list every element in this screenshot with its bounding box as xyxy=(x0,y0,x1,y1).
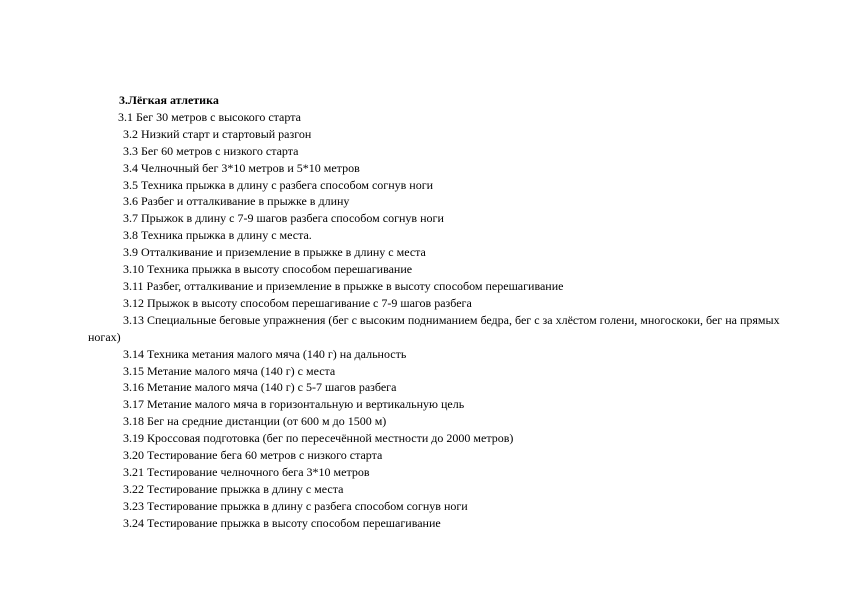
list-item: 3.7 Прыжок в длину с 7-9 шагов разбега способом согнув ноги xyxy=(123,211,444,226)
list-item: 3.14 Техника метания малого мяча (140 г) на дальность xyxy=(123,346,407,361)
document-content xyxy=(88,92,808,532)
list-item: 3.10 Техника прыжка в высоту способом перешагивание xyxy=(123,262,413,277)
list-item: 3.6 Разбег и отталкивание в прыжке в длину xyxy=(123,194,350,209)
list-item: 3.12 Прыжок в высоту способом перешагивание с 7-9 шагов разбега xyxy=(123,295,472,310)
list-item: 3.1 Бег 30 метров с высокого старта xyxy=(118,109,301,124)
list-item: 3.19 Кроссовая подготовка (бег по пересечённой местности до 2000 метров) xyxy=(123,431,514,446)
list-item: 3.2 Низкий старт и стартовый разгон xyxy=(123,126,312,141)
list-item: 3.11 Разбег, отталкивание и приземление в прыжке в высоту способом перешагивание xyxy=(123,278,564,293)
list-item: 3.23 Тестирование прыжка в длину с разбега способом согнув ноги xyxy=(123,498,468,513)
list-item: 3.16 Метание малого мяча (140 г) с 5-7 шагов разбега xyxy=(123,380,397,395)
list-item: 3.5 Техника прыжка в длину с разбега способом согнув ноги xyxy=(123,177,434,192)
list-item: 3.13 Специальные беговые упражнения (бег с высоким подниманием бедра, бег с за хлёстом голени, многоскоки, бег на прямых ногах) xyxy=(88,312,780,344)
list-item: 3.22 Тестирование прыжка в длину с места xyxy=(123,481,344,496)
list-item: 3.20 Тестирование бега 60 метров с низкого старта xyxy=(123,448,383,463)
list-item: 3.24 Тестирование прыжка в высоту способом перешагивание xyxy=(123,515,441,530)
list-item: 3.17 Метание малого мяча в горизонтальную и вертикальную цель xyxy=(123,397,465,412)
list-item: 3.21 Тестирование челночного бега 3*10 метров xyxy=(123,464,370,479)
list-item: 3.18 Бег на средние дистанции (от 600 м до 1500 м) xyxy=(123,414,387,429)
list-item: 3.9 Отталкивание и приземление в прыжке в длину с места xyxy=(123,245,426,260)
list-item: 3.4 Челночный бег 3*10 метров и 5*10 метров xyxy=(123,160,360,175)
list-item: 3.3 Бег 60 метров с низкого старта xyxy=(123,143,299,158)
list-item: 3.15 Метание малого мяча (140 г) с места xyxy=(123,363,336,378)
list-item: 3.8 Техника прыжка в длину с места. xyxy=(123,228,312,243)
section-title: 3.Лёгкая атлетика xyxy=(119,93,219,107)
